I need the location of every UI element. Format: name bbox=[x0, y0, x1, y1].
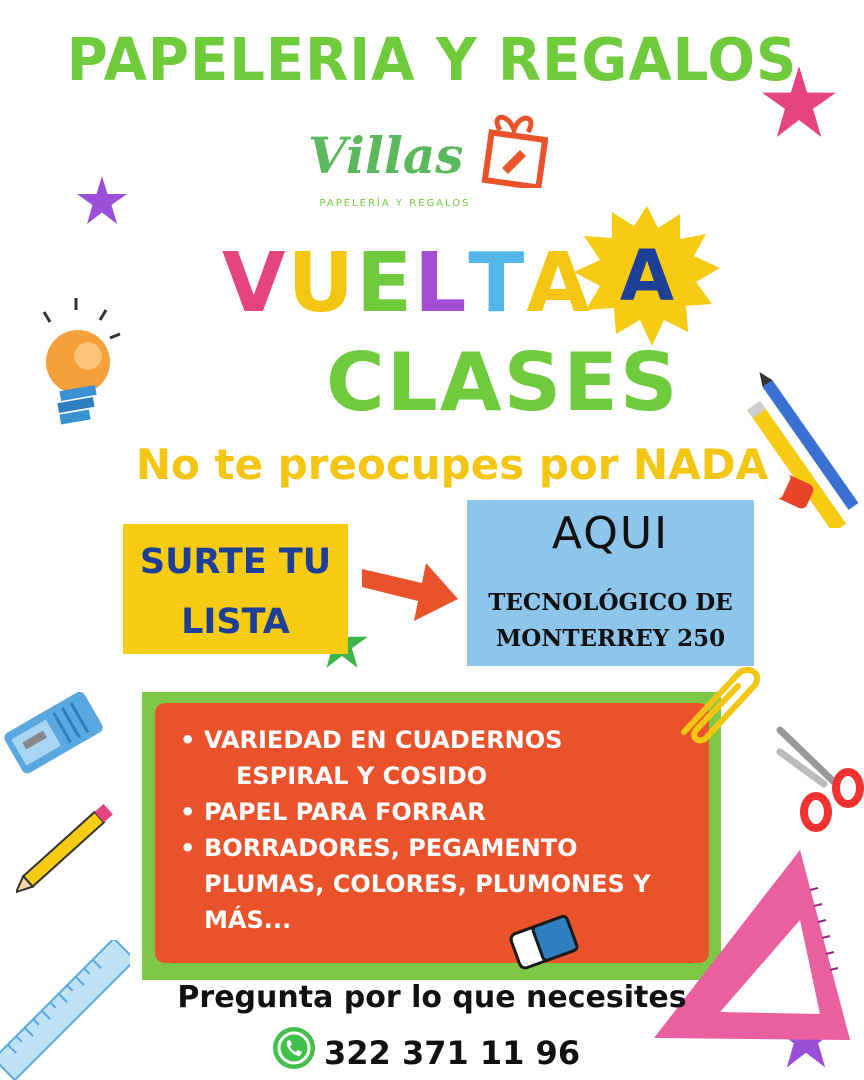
lightbulb-icon bbox=[30, 296, 126, 432]
logo-subtitle: PAPELERÍA Y REGALOS bbox=[319, 198, 471, 209]
list-item-continuation: ESPIRAL Y COSIDO bbox=[236, 762, 488, 790]
surte-line-2: LISTA bbox=[181, 602, 290, 642]
list-item: • PAPEL PARA FORRAR bbox=[180, 794, 700, 830]
gift-icon bbox=[478, 108, 548, 188]
aqui-title: AQUI bbox=[551, 508, 670, 559]
vuelta-letter: U bbox=[287, 236, 357, 331]
product-list bbox=[180, 722, 700, 938]
list-item-continuation: PLUMAS, COLORES, PLUMONES Y bbox=[204, 870, 651, 898]
vuelta-letter: T bbox=[468, 236, 527, 331]
ask-text: Pregunta por lo que necesites bbox=[177, 980, 687, 1015]
phone-number: 322 371 11 96 bbox=[324, 1034, 581, 1072]
address bbox=[467, 585, 754, 657]
tagline: No te preocupes por NADA bbox=[135, 440, 769, 489]
address-line-1: TECNOLÓGICO DE bbox=[488, 589, 733, 616]
arrow-right-icon bbox=[362, 555, 458, 621]
whatsapp-icon bbox=[272, 1026, 316, 1070]
vuelta-heading bbox=[222, 236, 592, 331]
logo-name: Villas bbox=[308, 126, 464, 185]
a-badge-letter: A bbox=[619, 235, 675, 317]
surte-line-1: SURTE TU bbox=[139, 542, 332, 582]
sharpener-icon bbox=[0, 680, 104, 780]
vuelta-letter: L bbox=[414, 236, 469, 331]
surte-text bbox=[123, 532, 348, 652]
vuelta-letter: V bbox=[222, 236, 288, 331]
pencil-icon bbox=[16, 790, 126, 898]
eraser-icon bbox=[508, 910, 582, 976]
list-item: • VARIEDAD EN CUADERNOS bbox=[180, 722, 700, 758]
clases-heading: CLASES bbox=[326, 336, 680, 429]
scissors-icon bbox=[774, 722, 864, 834]
address-line-2: MONTERREY 250 bbox=[495, 625, 726, 652]
list-item-continuation: MÁS... bbox=[204, 906, 292, 934]
list-item: • BORRADORES, PEGAMENTO bbox=[180, 830, 700, 866]
vuelta-letter: A bbox=[526, 236, 592, 331]
purple-star-icon bbox=[76, 176, 128, 226]
vuelta-letter: E bbox=[356, 236, 415, 331]
page-title: PAPELERIA Y REGALOS bbox=[66, 26, 798, 95]
paperclip-icon bbox=[672, 660, 768, 746]
